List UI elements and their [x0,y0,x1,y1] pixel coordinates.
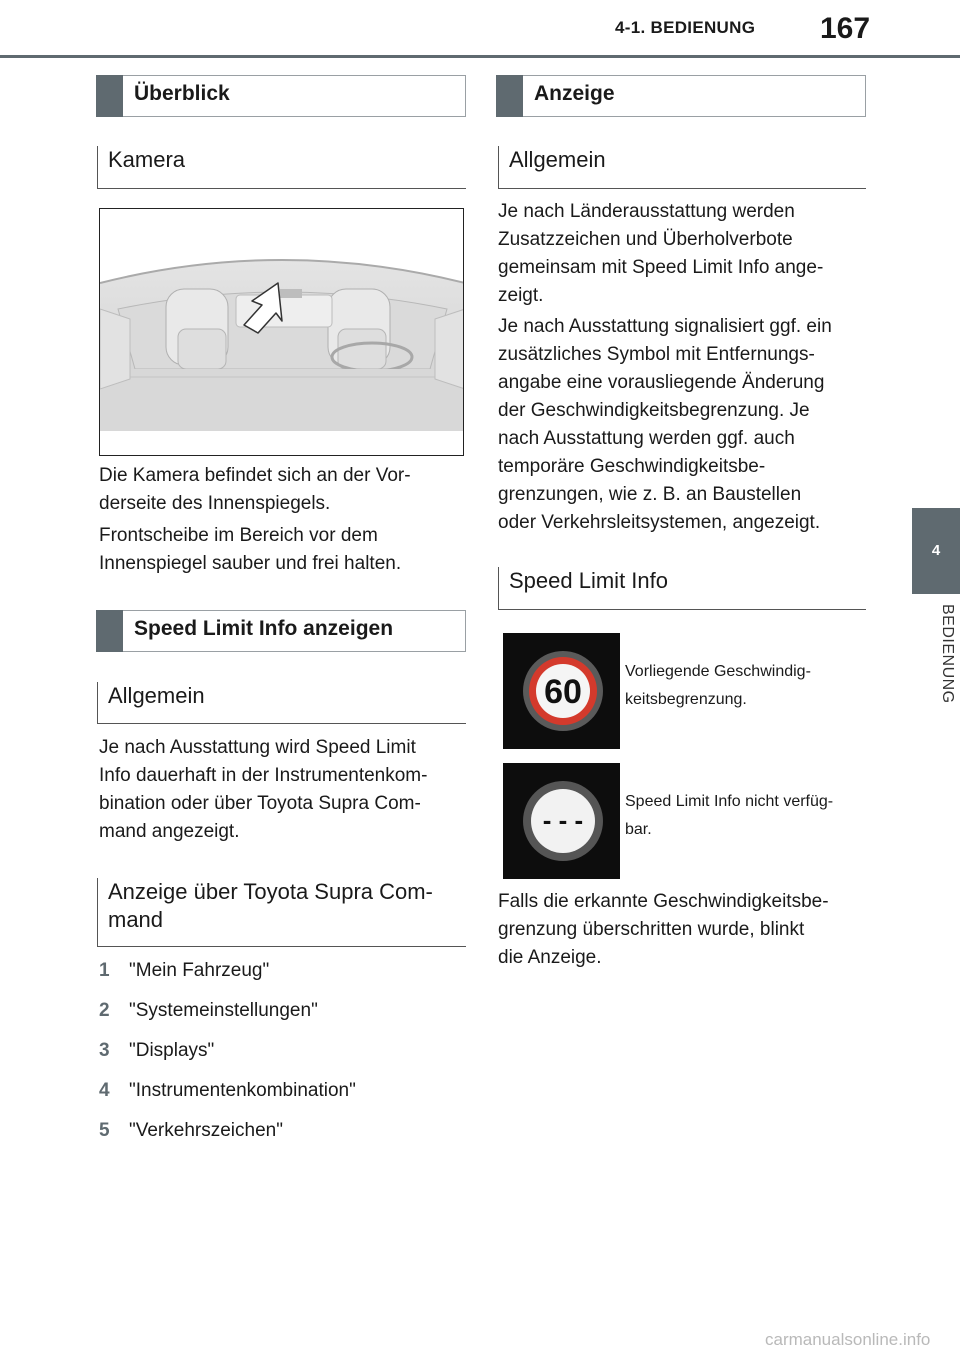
watermark: carmanualsonline.info [765,1330,931,1349]
general-paragraph-right-1: Je nach Länderausstattung werden Zusatzzeichen und Überholverbote gemeinsam mit Speed Limit Info ange- zeigt. [498,201,824,306]
page-number: 167 [820,12,871,45]
speed-sign-60 [503,633,620,749]
general-paragraph-left: Je nach Ausstattung wird Speed Limit Info dauerhaft in der Instrumentenkom- bination oder über Toyota Supra Com- mand angezeigt. [99,737,428,842]
step-item: 3 "Displays" [99,1040,215,1061]
display-title: Anzeige [534,82,615,105]
overview-title: Überblick [134,82,230,105]
speed-limit-title: Speed Limit Info anzeigen [134,617,394,640]
display-via-command-heading: Anzeige über Toyota Supra Com- mand [97,878,466,947]
car-interior-image [100,209,464,456]
step-item: 4 "Instrumentenkombination" [99,1080,356,1101]
settings-steps [99,958,356,1158]
speed-value-unavailable: - - - [542,805,584,835]
section-title: 4-1. BEDIENUNG [615,18,756,37]
chapter-tab: 4 [912,508,960,594]
camera-paragraph-1: Die Kamera befindet sich an der Vor- derseite des Innenspiegels. [99,465,411,514]
header-divider [0,55,960,58]
chapter-label: BEDIENUNG [939,604,956,704]
camera-paragraph-2: Frontscheibe im Bereich vor dem Innenspiegel sauber und frei halten. [99,525,402,574]
step-item: 2 "Systemeinstellungen" [99,1000,318,1021]
display-bar [496,75,866,117]
speed-value-60: 60 [544,673,582,711]
overview-bar [96,75,466,117]
general-heading-right: Allgemein [498,146,866,189]
step-item: 5 "Verkehrszeichen" [99,1120,283,1141]
camera-heading: Kamera [97,146,466,189]
speed-limit-bar [96,610,466,652]
speed-limit-info-heading: Speed Limit Info [498,567,866,610]
sign-caption-2: Speed Limit Info nicht verfüg- bar. [625,793,834,838]
camera-illustration [99,208,464,456]
general-heading-left: Allgemein [97,682,466,724]
step-item: 1 "Mein Fahrzeug" [99,960,270,981]
sign-caption-1: Vorliegende Geschwindig- keitsbegrenzung. [625,663,811,708]
final-paragraph: Falls die erkannte Geschwindigkeitsbe- grenzung überschritten wurde, blinkt die Anzeige. [498,891,829,968]
general-paragraph-right-2: Je nach Ausstattung signalisiert ggf. ein zusätzliches Symbol mit Entfernungs- angabe eine vorausliegende Änderung der Geschwindigkeitsbegrenzung. Je nach Ausstattung werden ggf. auch temporäre Geschwindigkeitsbe- grenzungen, wie z. B. an Baustellen oder Verkehrsleitsystemen, angezeigt. [498,316,832,533]
speed-sign-unavailable [503,763,620,879]
